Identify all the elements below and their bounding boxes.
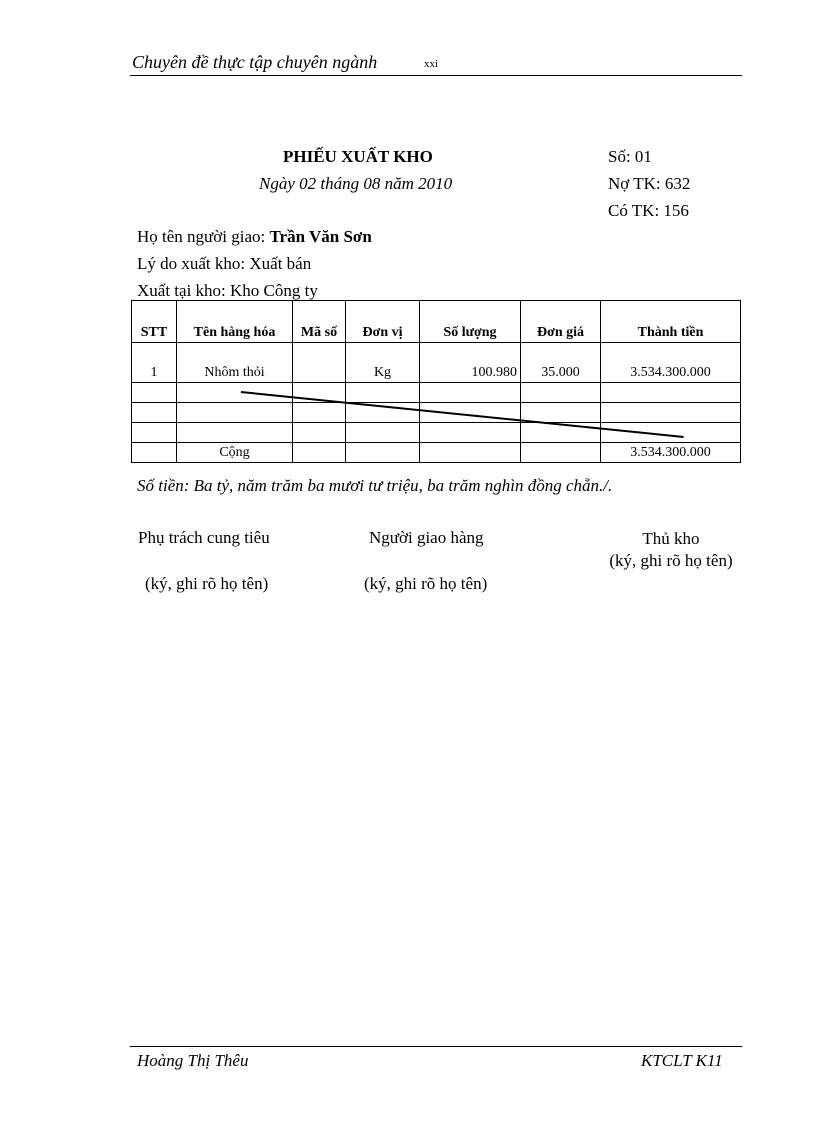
total-amount: 3.534.300.000 [601,443,741,463]
deliverer-line [137,227,372,247]
debit-account: Nợ TK: 632 [608,174,691,193]
footer-class: KTCLT K11 [641,1051,723,1070]
col-header-code: Mã số [293,301,346,343]
col-header-unit: Đơn vị [346,301,420,343]
col-header-stt: STT [132,301,177,343]
col-header-amount: Thành tiền [601,301,741,343]
signature-deliverer-note: (ký, ghi rõ họ tên) [364,574,488,593]
signature-storekeeper [606,528,736,572]
col-header-quantity: Số lượng [420,301,521,343]
amount-in-words: Số tiền: Ba tỷ, năm trăm ba mươi tư triệu, ba trăm nghìn đồng chẵn./. [137,476,613,495]
goods-table [131,300,741,463]
issue-reason: Lý do xuất kho: Xuất bán [137,254,312,273]
cell-stt: 1 [132,343,177,383]
header-page-number: xxi [424,58,439,70]
signature-supply-title: Phụ trách cung tiêu [138,528,270,547]
total-label: Cộng [177,443,293,463]
deliverer-name: Trần Văn Sơn [269,227,372,246]
footer-author: Hoàng Thị Thêu [137,1051,249,1070]
footer-divider [130,1046,742,1047]
signature-supply-note: (ký, ghi rõ họ tên) [145,574,269,593]
document-number: Số: 01 [608,147,652,166]
signature-storekeeper-note: (ký, ghi rõ họ tên) [609,551,733,570]
warehouse: Xuất tại kho: Kho Công ty [137,281,318,300]
header-title: Chuyên đề thực tập chuyên ngành [132,52,378,72]
col-header-price: Đơn giá [521,301,601,343]
document-date: Ngày 02 tháng 08 năm 2010 [259,174,453,193]
table-row [132,343,741,383]
cell-code [293,343,346,383]
cell-quantity: 100.980 [420,343,521,383]
header-divider [130,75,742,76]
col-header-name: Tên hàng hóa [177,301,293,343]
credit-account: Có TK: 156 [608,201,689,220]
table-row-empty [132,383,741,403]
cell-amount: 3.534.300.000 [601,343,741,383]
signature-storekeeper-title: Thủ kho [642,529,700,548]
deliverer-label: Họ tên người giao: [137,227,266,246]
cell-price: 35.000 [521,343,601,383]
table-total-row [132,443,741,463]
signature-deliverer-title: Người giao hàng [369,528,484,547]
cell-unit: Kg [346,343,420,383]
document-title: PHIẾU XUẤT KHO [283,147,433,166]
cell-name: Nhôm thỏi [177,343,293,383]
